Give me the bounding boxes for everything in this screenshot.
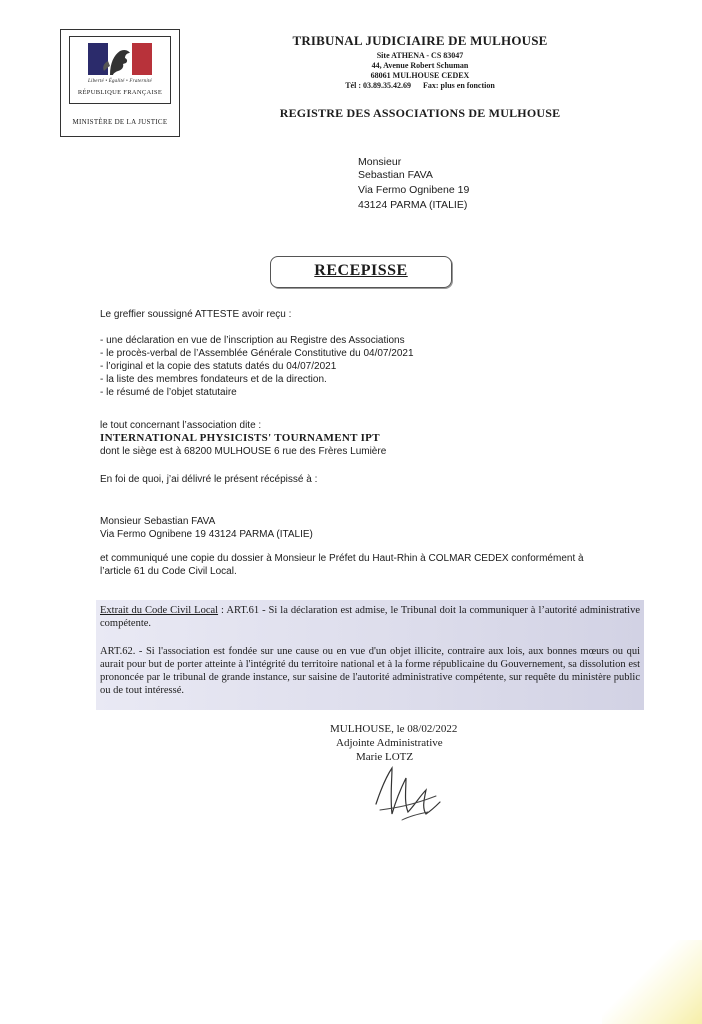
court-site: Site ATHENA - CS 83047	[376, 51, 464, 60]
association-intro: le tout concernant l’association dite :	[100, 420, 262, 431]
signatory-name: Marie LOTZ	[356, 751, 414, 763]
delivered-address: Via Fermo Ognibene 19 43124 PARMA (ITALIE)	[100, 529, 313, 540]
delivered-name: Monsieur Sebastian FAVA	[100, 516, 216, 527]
recipient-city: 43124 PARMA (ITALIE)	[358, 199, 468, 211]
received-item: - une déclaration en vue de l’inscription au Registre des Associations	[100, 335, 405, 346]
recipient-salutation: Monsieur	[358, 156, 402, 168]
receipt-title-box	[270, 256, 452, 288]
marianne-icon	[80, 41, 160, 77]
handwritten-signature	[366, 756, 446, 826]
received-item: - le procès-verbal de l’Assemblée Générale Constitutive du 04/07/2021	[100, 348, 414, 359]
communication-line-2: l’article 61 du Code Civil Local.	[100, 566, 237, 577]
received-item: - la liste des membres fondateurs et de la direction.	[100, 374, 327, 385]
court-street: 44, Avenue Robert Schuman	[371, 61, 469, 70]
article-61-label: : ART.61 -	[218, 605, 266, 616]
republic-motto: Liberté • Égalité • Fraternité	[88, 79, 152, 84]
received-item: - le résumé de l’objet statutaire	[100, 387, 237, 398]
article-62-label: ART.62. -	[100, 646, 143, 657]
republic-name: RÉPUBLIQUE FRANÇAISE	[77, 89, 163, 96]
signatory-role: Adjointe Administrative	[336, 737, 443, 749]
paper-stain	[602, 940, 702, 1024]
article-61-text: Si la déclaration est admise, le Tribunal doit la communiquer à l’autorité administrative compétente.	[100, 605, 640, 629]
receipt-title: RECEPISSE	[314, 262, 408, 279]
article-62-text: Si l'association est fondée sur une cause ou en vue d'un objet illicite, contraire aux lois, aux bonnes mœurs ou qui aurait pour but de porter atteinte à l'intégrité du territoire national et à la forme républicaine du Gouvernement, sa dissolution est prononcée par le tribunal de grande instance, sur saisine de l'autorité administrative compétente, sur requête du ministère public ou de tout intéressé.	[100, 646, 640, 696]
court-city: 68061 MULHOUSE CEDEX	[370, 71, 470, 80]
registry-title: REGISTRE DES ASSOCIATIONS DE MULHOUSE	[279, 106, 561, 120]
ministry-name: MINISTÈRE DE LA JUSTICE	[72, 118, 168, 126]
ministry-logo	[60, 29, 180, 137]
place-date: MULHOUSE, le 08/02/2022	[330, 723, 458, 735]
association-seat: dont le siège est à 68200 MULHOUSE 6 rue des Frères Lumière	[100, 446, 387, 457]
delivered-statement: En foi de quoi, j’ai délivré le présent récépissé à :	[100, 474, 318, 485]
association-name: INTERNATIONAL PHYSICISTS' TOURNAMENT IPT	[100, 432, 380, 444]
attest-intro: Le greffier soussigné ATTESTE avoir reçu :	[100, 309, 292, 320]
recipient-street: Via Fermo Ognibene 19	[358, 184, 470, 196]
court-phone-fax: Tél : 03.89.35.42.69 Fax: plus en fonction	[345, 81, 495, 90]
article-62	[100, 645, 640, 697]
article-61	[100, 604, 640, 630]
court-name: TRIBUNAL JUDICIAIRE DE MULHOUSE	[292, 33, 548, 48]
received-item: - l’original et la copie des statuts datés du 04/07/2021	[100, 361, 337, 372]
communication-line-1: et communiqué une copie du dossier à Monsieur le Préfet du Haut-Rhin à COLMAR CEDEX conformément à	[100, 553, 584, 564]
republic-logo-frame	[69, 36, 171, 104]
extract-heading: Extrait du Code Civil Local	[100, 605, 219, 616]
recipient-name: Sebastian FAVA	[358, 169, 433, 181]
